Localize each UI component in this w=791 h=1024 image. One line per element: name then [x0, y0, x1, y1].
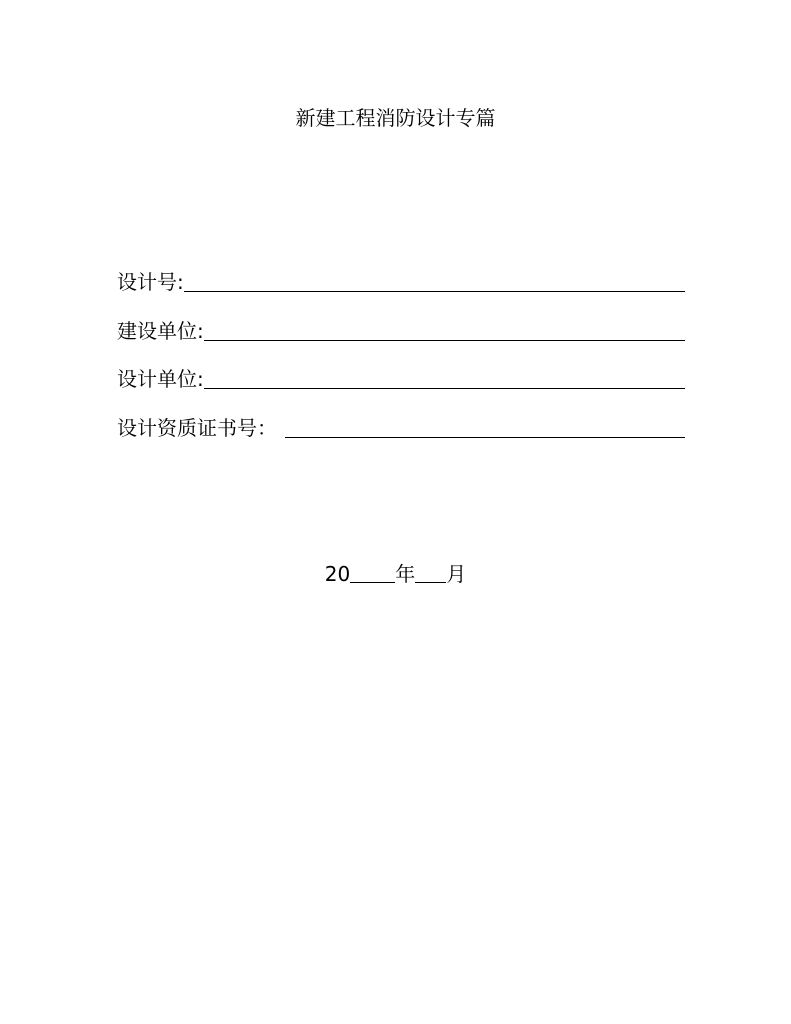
design-unit-label: 设计单位:	[117, 367, 204, 391]
date-month-blank-line	[415, 582, 446, 583]
date-year-unit: 年	[395, 562, 416, 586]
qualification-certificate-label: 设计资质证书号：	[117, 416, 277, 440]
construction-unit-blank-line	[204, 340, 685, 341]
design-number-field	[117, 265, 685, 295]
date-line	[0, 560, 791, 588]
document-title: 新建工程消防设计专篇	[295, 106, 496, 130]
design-unit-blank-line	[204, 388, 685, 389]
design-unit-field	[117, 362, 685, 392]
design-number-label: 设计号:	[117, 270, 184, 294]
construction-unit-field	[117, 314, 685, 344]
date-year-prefix: 20	[324, 562, 351, 586]
qualification-certificate-field	[117, 411, 685, 441]
design-number-blank-line	[184, 291, 685, 292]
date-year-blank-line	[350, 582, 395, 583]
construction-unit-label: 建设单位:	[117, 319, 204, 343]
qualification-certificate-blank-line	[285, 437, 685, 438]
date-month-unit: 月	[446, 562, 467, 586]
